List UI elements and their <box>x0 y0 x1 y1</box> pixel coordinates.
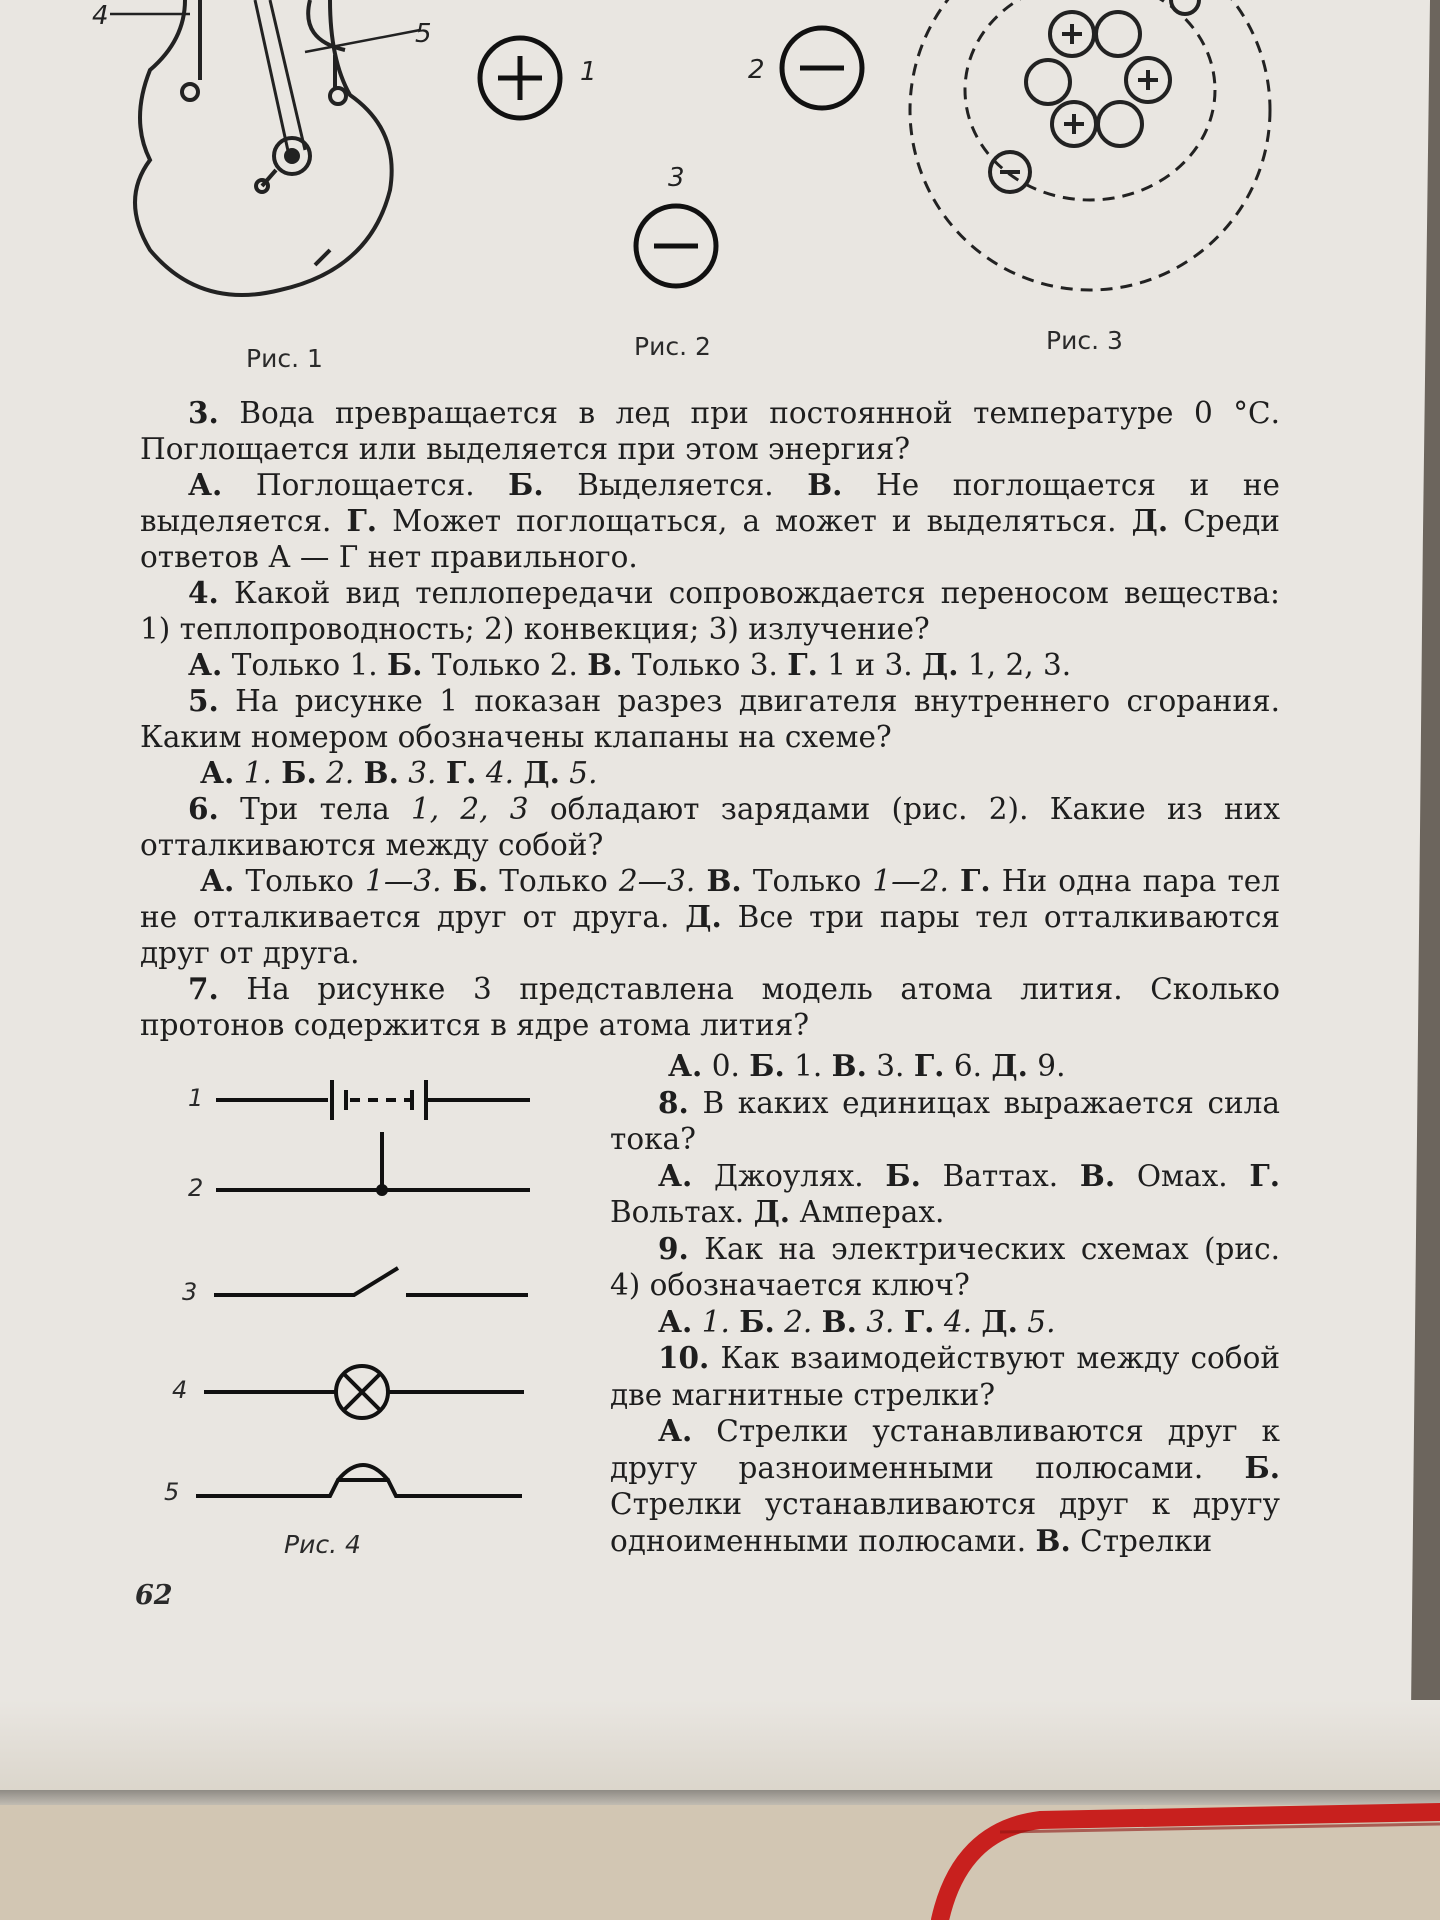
q3-opt-c-letter: В. <box>807 467 843 502</box>
q7-opt-c: 3. <box>876 1049 905 1083</box>
question-6 <box>140 791 1280 863</box>
q4-opt-a-letter: А. <box>188 647 223 682</box>
fig2-label-1: 1 <box>580 57 597 87</box>
q5-opt-d-letter: Г. <box>445 755 477 790</box>
fig4-label-2: 2 <box>188 1174 204 1202</box>
fig4-label-3: 3 <box>182 1278 198 1306</box>
fig1-caption: Рис. 1 <box>246 344 323 373</box>
question-4 <box>140 575 1280 647</box>
q8-opt-a: Джоулях. <box>714 1158 864 1193</box>
q4-opt-e-letter: Д. <box>922 647 959 682</box>
q7-opt-c-letter: В. <box>831 1048 867 1083</box>
q6-text-b: обладают зарядами (рис. 2). Какие из них отталкиваются между собой? <box>140 792 1280 862</box>
q6-opt-c-letter: В. <box>706 863 742 898</box>
fig1-label-4: 4 <box>92 1 109 31</box>
q6-text-a: Три тела <box>240 792 390 826</box>
q5-opt-a: 1. <box>243 756 272 790</box>
q3-opt-e: Среди ответов А — Г нет правильного. <box>140 504 1280 574</box>
q9-opt-a: 1. <box>701 1304 730 1339</box>
q3-opt-b: Выделяется. <box>577 468 774 502</box>
circuit-symbols-svg <box>150 1070 580 1570</box>
q7-number: 7. <box>188 971 219 1006</box>
question-8 <box>610 1085 1280 1158</box>
fig2-label-3: 3 <box>668 163 685 193</box>
q6-opt-a-pre: Только <box>245 864 354 898</box>
q3-opt-d: Может поглощаться, а может и выделяться. <box>392 504 1117 538</box>
q3-opt-a-letter: А. <box>188 467 223 502</box>
q3-opt-b-letter: Б. <box>508 467 544 502</box>
q4-opt-c-letter: В. <box>587 647 623 682</box>
q8-opt-e: Амперах. <box>799 1195 945 1229</box>
q6-opt-c: 1—2. <box>872 864 949 898</box>
q9-opt-e: 5. <box>1027 1304 1056 1339</box>
q3-opt-c: Не поглощается и не выделяется. <box>140 468 1280 538</box>
fig4-caption: Рис. 4 <box>284 1530 361 1559</box>
q10-opt-c-letter: В. <box>1035 1522 1071 1558</box>
q8-number: 8. <box>658 1084 689 1120</box>
question-9 <box>610 1231 1280 1304</box>
q8-opt-a-letter: А. <box>658 1157 693 1193</box>
q6-opt-c-pre: Только <box>752 864 862 898</box>
q4-opt-d-letter: Г. <box>787 647 818 682</box>
fig2-label-2: 2 <box>748 55 765 85</box>
fig4-label-4: 4 <box>172 1376 188 1404</box>
q9-opt-c: 3. <box>866 1304 895 1339</box>
q8-opt-e-letter: Д. <box>753 1194 791 1229</box>
charged-bodies-figure <box>480 28 862 286</box>
q6-options <box>140 863 1280 971</box>
q6-opt-b: 2—3. <box>618 864 696 898</box>
q5-opt-c: 3. <box>408 756 437 790</box>
q4-opt-e: 1, 2, 3. <box>967 648 1072 682</box>
q4-opt-b: Только 2. <box>431 648 578 682</box>
q5-opt-a-letter: А. <box>200 755 235 790</box>
q9-opt-a-letter: А. <box>658 1303 693 1339</box>
q6-opt-a: 1—3. <box>365 864 442 898</box>
q7-opt-a-letter: А. <box>668 1048 703 1083</box>
q3-text: Вода превращается в лед при постоянной температуре 0 °С. Поглощается или выделяется при этом энергия? <box>140 396 1280 466</box>
q8-opt-b-letter: Б. <box>885 1157 921 1193</box>
q9-opt-d-letter: Г. <box>903 1303 935 1339</box>
q4-opt-b-letter: Б. <box>387 647 423 682</box>
question-3 <box>140 395 1280 467</box>
q10-opt-b-letter: Б. <box>1244 1449 1280 1485</box>
q10-opt-b: Стрелки устанавливаются друг к другу одноименными полюсами. <box>610 1487 1280 1558</box>
q8-opt-d: Вольтах. <box>610 1195 745 1229</box>
q6-opt-a-letter: А. <box>200 863 235 898</box>
q5-number: 5. <box>188 683 219 718</box>
q5-opt-b: 2. <box>326 756 355 790</box>
q3-options <box>140 467 1280 575</box>
q5-text: На рисунке 1 показан разрез двигателя внутреннего сгорания. Каким номером обозначены клапаны на схеме? <box>140 684 1280 754</box>
q10-opt-a-letter: А. <box>658 1413 693 1448</box>
questions-main-block <box>140 395 1280 1043</box>
q9-number: 9. <box>658 1230 689 1266</box>
q6-number: 6. <box>188 791 219 826</box>
q7-opt-b: 1. <box>794 1049 823 1083</box>
q9-opt-d: 4. <box>943 1304 972 1339</box>
q3-opt-e-letter: Д. <box>1131 503 1169 538</box>
questions-right-column <box>610 1048 1280 1559</box>
q4-options <box>140 647 1280 683</box>
q6-opt-e-letter: Д. <box>685 899 722 934</box>
q10-number: 10. <box>658 1340 710 1375</box>
q5-opt-e-letter: Д. <box>523 755 560 790</box>
q7-opt-a: 0. <box>711 1049 740 1083</box>
q3-opt-a: Поглощается. <box>255 468 475 502</box>
q6-opt-d-letter: Г. <box>959 863 991 898</box>
q9-opt-c-letter: В. <box>821 1303 857 1339</box>
q9-opt-e-letter: Д. <box>981 1303 1018 1339</box>
q6-opt-d: Ни одна пара тел не отталкивается друг от друга. <box>140 864 1281 934</box>
q9-opt-b-letter: Б. <box>739 1303 775 1339</box>
figures-svg <box>0 0 1440 380</box>
q3-number: 3. <box>188 395 219 430</box>
q10-options <box>610 1413 1280 1559</box>
page-number: 62 <box>135 1580 173 1611</box>
engine-section-figure <box>110 0 420 295</box>
q5-opt-d: 4. <box>485 756 514 790</box>
q9-opt-b: 2. <box>784 1304 813 1339</box>
fig2-caption: Рис. 2 <box>634 332 711 361</box>
q9-text: Как на электрических схемах (рис. 4) обозначается ключ? <box>610 1231 1280 1302</box>
q7-text: На рисунке 3 представлена модель атома лития. Сколько протонов содержится в ядре атома лития? <box>140 972 1280 1042</box>
q8-opt-b: Ваттах. <box>942 1158 1059 1193</box>
fig4-label-1: 1 <box>188 1084 204 1112</box>
circuit-symbols-figure <box>150 1070 580 1570</box>
q7-opt-d-letter: Г. <box>913 1048 945 1083</box>
q10-text: Как взаимодействуют между собой две магнитные стрелки? <box>610 1341 1280 1412</box>
q4-opt-a: Только 1. <box>231 648 378 682</box>
question-10 <box>610 1340 1280 1413</box>
q4-text: Какой вид теплопередачи сопровождается переносом вещества: 1) теплопроводность; 2) конвекция; 3) излучение? <box>140 576 1280 646</box>
q8-options <box>610 1158 1280 1231</box>
q10-opt-a: Стрелки устанавливаются друг к другу разноименными полюсами. <box>610 1414 1280 1485</box>
q3-opt-d-letter: Г. <box>346 503 378 538</box>
q4-opt-d: 1 и 3. <box>827 648 913 682</box>
q7-opt-b-letter: Б. <box>749 1048 785 1083</box>
q7-options <box>610 1048 1280 1085</box>
q6-text-nums: 1, 2, 3 <box>410 792 529 826</box>
q5-opt-b-letter: Б. <box>281 755 317 790</box>
q4-opt-c: Только 3. <box>631 648 778 682</box>
lithium-atom-figure <box>910 0 1270 290</box>
q6-opt-b-pre: Только <box>499 864 608 898</box>
question-7 <box>140 971 1280 1043</box>
fig1-label-5: 5 <box>415 19 432 49</box>
q4-number: 4. <box>188 575 219 610</box>
figures-row <box>0 0 1440 380</box>
q8-opt-c-letter: В. <box>1079 1157 1116 1193</box>
q10-opt-c: Стрелки <box>1080 1523 1213 1558</box>
fig3-caption: Рис. 3 <box>1046 326 1123 355</box>
q7-opt-e-letter: Д. <box>991 1048 1028 1083</box>
q8-text: В каких единицах выражается сила тока? <box>610 1085 1280 1156</box>
q6-opt-b-letter: Б. <box>452 863 489 898</box>
question-5 <box>140 683 1280 755</box>
q5-opt-c-letter: В. <box>363 755 399 790</box>
q8-opt-d-letter: Г. <box>1249 1157 1280 1193</box>
q5-opt-e: 5. <box>569 756 598 790</box>
q7-opt-e: 9. <box>1037 1049 1066 1083</box>
red-ribbon-bookmark <box>900 1790 1440 1920</box>
q8-opt-c: Омах. <box>1136 1158 1228 1193</box>
q5-options <box>140 755 1280 791</box>
q7-opt-d: 6. <box>953 1049 982 1083</box>
q6-opt-e: Все три пары тел отталкиваются друг от друга. <box>140 900 1280 970</box>
q9-options <box>610 1304 1280 1341</box>
fig4-label-5: 5 <box>164 1478 180 1506</box>
